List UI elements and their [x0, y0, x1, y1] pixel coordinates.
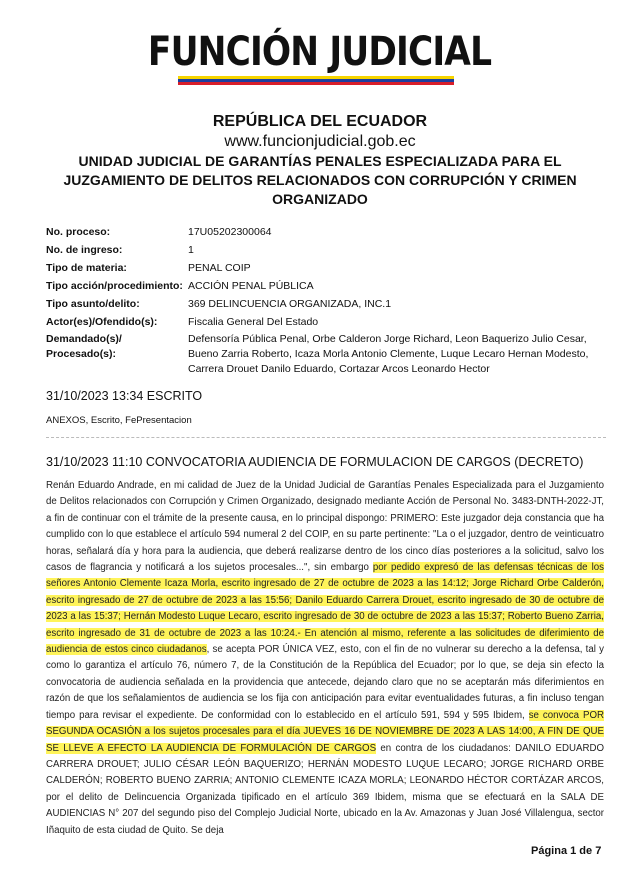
- decree-text: [46, 478, 604, 839]
- flag-red-stripe: [178, 82, 454, 85]
- field-value: Fiscalia General Del Estado: [188, 316, 319, 328]
- field-label: Demandado(s)/ Procesado(s):: [46, 333, 122, 360]
- field-value: 369 DELINCUENCIA ORGANIZADA, INC.1: [188, 298, 392, 310]
- entry-attachments: ANEXOS, Escrito, FePresentacion: [46, 415, 192, 426]
- field-value: PENAL COIP: [188, 262, 251, 274]
- case-fields: [46, 223, 606, 377]
- field-label: Actor(es)/Ofendido(s):: [46, 316, 158, 328]
- field-row: [46, 223, 606, 241]
- header-country: REPÚBLICA DEL ECUADOR: [212, 113, 428, 130]
- entry-title: 31/10/2023 11:10 CONVOCATORIA AUDIENCIA DE FORMULACION DE CARGOS (DECRETO): [46, 455, 584, 469]
- field-value: 17U05202300064: [188, 226, 272, 238]
- field-row: [46, 295, 606, 313]
- field-row: [46, 331, 606, 377]
- highlighted-text: se convoca POR SEGUNDA OCASIÓN a los sujetos procesales para el día JUEVES 16 DE NOVIEMBRE DE 2023 A LAS 14:00, A FIN DE QUE SE LLEVE A EFECTO LA AUDIENCIA DE FORMULACIÓN DE CARGOS: [46, 709, 604, 754]
- flag-stripes: [178, 76, 454, 85]
- field-value: ACCIÓN PENAL PÚBLICA: [188, 280, 314, 292]
- highlighted-text: por pedido expresó de las defensas técnicas de los señores Antonio Clemente Icaza Morla, escrito ingresado de 27 de octubre de 2023 a las 14:12; Jorge Richard Orbe Calderón, escrito ingresado de 27 de octubre de 2023 a las 15:56; Danilo Eduardo Carrera Drouet, escrito ingresado de 30 de octubre de 2023 a las 15:37; Hernán Modesto Luque Lecaro, escrito ingresado de 30 de octubre de 2023 a las 15:37; Roberto Bueno Zarria, escrito ingresado de 31 de octubre de 2023 a las 10:24.- En atención al mismo, referente a las solicitudes de diferimiento de audiencia de estos cinco ciudadanos: [46, 562, 604, 656]
- field-label: Tipo de materia:: [46, 262, 127, 274]
- field-label: Tipo asunto/delito:: [46, 298, 140, 310]
- page-number: Página 1 de 7: [531, 845, 602, 857]
- logo-text: FUNCIÓN JUDICIAL: [148, 29, 492, 75]
- field-label: No. de ingreso:: [46, 244, 123, 256]
- decree-paragraph: , se acepta POR ÚNICA VEZ, esto, con el fin de no vulnerar su derecho a la defensa, tal y como lo garantiza el artículo 76, número 7, de la Constitución de la República del Ecuador; por lo que, se deja sin efecto la convocatoria de audiencia señalada en la providencia que antecede, dejando claro que no se aceptarán más diferimientos en razón de que los señalamientos de audiencia se los fija con anticipación para evitar eventualidades futuras, a fin incluso tengan tiempo para revisar el expediente. De conformidad con lo establecido en el artículo 591, 594 y 595 Ibidem,: [46, 644, 604, 721]
- field-label: Tipo acción/procedimiento:: [46, 280, 183, 292]
- field-value: 1: [188, 244, 194, 256]
- entry-title: 31/10/2023 13:34 ESCRITO: [46, 389, 203, 403]
- field-row: [46, 241, 606, 259]
- header-url: www.funcionjudicial.gob.ec: [224, 133, 416, 150]
- logo: [0, 30, 640, 74]
- field-row: [46, 259, 606, 277]
- divider: [46, 437, 606, 438]
- header-unit: UNIDAD JUDICIAL DE GARANTÍAS PENALES ESPECIALIZADA PARA EL JUZGAMIENTO DE DELITOS RELACIONADOS CON CORRUPCIÓN Y CRIMEN ORGANIZADO: [63, 153, 577, 207]
- field-row: [46, 277, 606, 295]
- decree-paragraph: Renán Eduardo Andrade, en mi calidad de Juez de la Unidad Judicial de Garantías Penales Especializada para el Juzgamiento de Delitos relacionados con Corrupción y Crimen Organizado, designado mediante Acción de Personal No. 3483-DNTH-2022-JT, a fin de continuar con el trámite de la presente causa, en lo principal dispongo: PRIMERO: Este juzgador deja constancia que ha cumplido con lo que establece el artículo 594 numeral 2 del COIP, en su parte pertinente: "La o el juzgador, dentro de veinticuatro horas, señalará día y hora para la audiencia, que deberá realizarse dentro de los cinco días posteriores a la solicitud, salvo los casos de flagrancia y notificará a los sujetos procesales...", sin embargo: [46, 480, 604, 574]
- field-row: [46, 313, 606, 331]
- field-value: Defensoría Pública Penal, Orbe Calderon Jorge Richard, Leon Baquerizo Julio Cesar, Bueno Zarria Roberto, Icaza Morla Antonio Clemente, Luque Lecaro Hernan Modesto, Carrera Drouet Danilo Eduardo, Cortazar Arcos Leonardo Hector: [188, 333, 589, 375]
- decree-paragraph: en contra de los ciudadanos: DANILO EDUARDO CARRERA DROUET; JULIO CÉSAR LEÓN BAQUERIZO; HERNÁN MODESTO LUQUE LECARO; JORGE RICHARD ORBE CALDERÓN; ROBERTO BUENO ZARRIA; ANTONIO CLEMENTE ICAZA MORLA; LEONARDO HÉCTOR CORTÁZAR ARCOS, por el delito de Delincuencia Organizada tipificado en el artículo 369 Ibidem, misma que se efectuará en la SALA DE AUDIENCIAS N° 207 del segundo piso del Complejo Judicial Norte, ubicado en la Av. Amazonas y Juan José Villalengua, sector Iñaquito de esta ciudad de Quito. Se deja: [46, 742, 604, 836]
- field-label: No. proceso:: [46, 226, 111, 238]
